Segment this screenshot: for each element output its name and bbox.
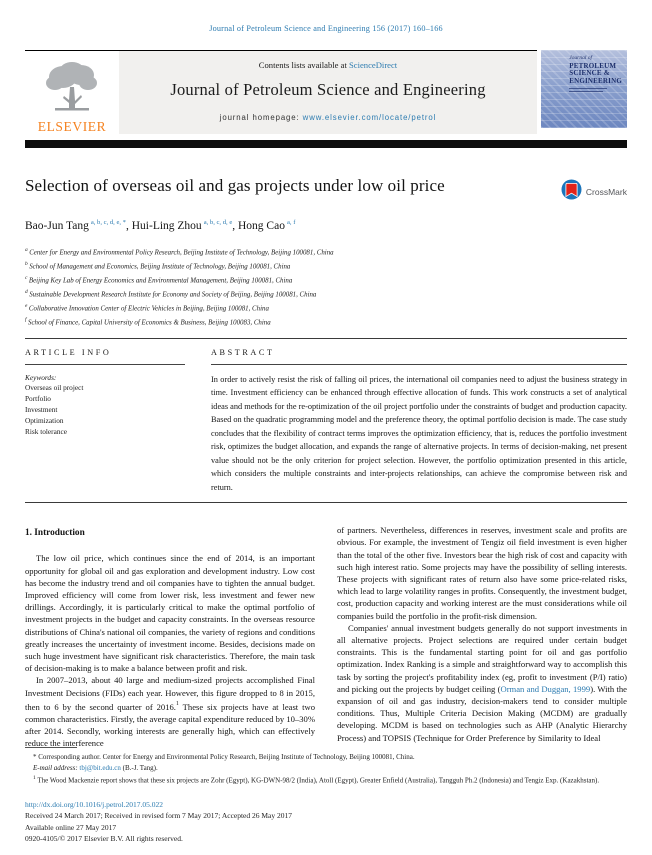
abstract-column [211,348,627,495]
crossmark-badge[interactable] [561,179,627,205]
section-rule [25,338,627,339]
body-paragraph: Companies' annual investment budgets generally do not support investments in all alternative projects. Project selections are required under certain budget constraints. This is the fundamental starting point for oil and gas portfolio optimization. Index Ranking is a simple and straightforward way to accomplish this task by sorting the project's profitability index (eg, profit to investment (P/I) ratio) and picking out the projects by budget ceiling (Orman and Duggan, 1999). With the expansion of oil and gas industry, decision-makers tend to consider multiple conditions. Thus, Multiple Criteria Decision Making (MCDM) are gradually developing. MCDM is based on technologies such as AHP (Analytic Hierarchy Process) and TOPSIS (Technique for Order Preference by Similarity to Ideal [337,622,627,743]
body-paragraph: of partners. Nevertheless, differences in reserves, investment scale and profits are obvious. For example, the investment of Tengiz oil field investment is even higher than the total of the other five. Investors bear the high risk of cost and capacity with such high interest ratio. Some projects may have the possibility of selling interests. These projects with significant rates of return also have some price-related risks, which lead to large volatility ranges in profits. Consequently, the investment budget, cost, production capacity and working interest are the must considerations while oil companies build the portfolio in the profit-risk dimension. [337,525,627,621]
author-affil-sup: a, f [286,218,296,226]
keyword: Portfolio [25,394,51,404]
abstract-heading: ABSTRACT [211,347,275,357]
footnote-1-reference: 1 [175,700,179,707]
masthead-banner [119,51,537,134]
footnote-block [25,747,627,786]
elsevier-logo[interactable] [25,51,119,134]
affiliation: $^b$ School of Management and Economics, Beijing Institute of Technology, Beijing 100081, China [25,261,291,271]
affiliation: $^f$ School of Finance, Capital University of Economics & Business, Beijing 100083, China [25,316,271,327]
doi-link[interactable]: http://dx.doi.org/10.1016/j.petrol.2017.05.022 [25,800,163,809]
masthead-left [25,50,537,134]
received-dates: Received 24 March 2017; Received in revised form 7 May 2017; Accepted 26 May 2017 [25,811,293,821]
imprint-block [25,799,292,845]
author: Hong Cao $^{a, f}$ [238,218,296,233]
info-abstract-section [25,348,627,495]
heading-rule [25,364,185,365]
keyword: Investment [25,405,58,415]
citation-link-orman-duggan-1999[interactable]: Orman and Duggan, 1999 [500,683,591,694]
affiliation: $^d$ Sustainable Development Research Institute for Economy and Society of Beijing, Beijing 100081, China [25,289,317,299]
journal-reference: Journal of Petroleum Science and Engineering 156 (2017) 160–166 [209,24,443,33]
heading-rule [211,364,627,365]
journal-cover-thumbnail[interactable] [541,50,627,128]
affiliation: $^c$ Beijing Key Lab of Energy Economics and Environmental Management, Beijing 100081, China [25,275,293,285]
keyword: Overseas oil project [25,383,84,393]
footnote-rule [25,747,77,748]
email-note: E-mail address: tbj@bit.edu.cn (B.-J. Tang). [33,763,158,772]
homepage-link[interactable]: www.elsevier.com/locate/petrol [302,113,437,122]
crossmark-label: CrossMark [585,186,627,197]
author-affil-sup: a, b, c, d, e, * [90,218,126,226]
elsevier-tree-icon [41,61,103,122]
section-1-heading: 1. Introduction [25,528,85,539]
abstract-text: In order to actively resist the risk of falling oil prices, the international oil companies need to adjust the business strategy in time. Investment efficiency can be enhanced through effective allocation of funds. This work constructs a set of analytical ideas and methods for the re-optimization of the oil project portfolio under the constraints of budget and production capacity. Based on the quadratic programming model and the preference theory, the optimal portfolio decision is made. The case study concludes that the flexibility of contract terms improves the optimization efficiency, that is, reduces the portfolio investment risk, optimizes the budget allocation, and expands the range of alternative projects. In terms of decision-making, net present value should not be the only criterion for project selection. However, the portfolio optimization presented in this article, which considers the multiple constraints and inter-projects relationships, can achieve the compromise between risk and return. [211,374,627,492]
author-affil-sup: a, b, c, d, e [203,218,233,226]
journal-cover-title: Journal of PETROLEUM SCIENCE & ENGINEERING [569,55,622,94]
contents-line [119,60,537,70]
footnote-1: $^1$ The Wood Mackenzie report shows that these six projects are Zohr (Egypt), KG-DWN-98/2 (India), Atoll (Egypt), Greater Enfield (Australia), Tangguh Ph.2 (Indonesia) and Tengiz Exp. (Kazakhstan). [33,775,600,785]
keywords-label: Keywords: [25,372,57,382]
author-list [25,220,627,233]
elsevier-wordmark: ELSEVIER [37,119,107,134]
author: Bao-Jun Tang $^{a, b, c, d, e, *}$, [25,218,132,233]
homepage-prefix: journal homepage: [219,113,303,122]
contents-prefix: Contents lists available at [258,60,349,70]
corresponding-author-note: * Corresponding author. Center for Energy and Environmental Policy Research, Beijing Institute of Technology, Beijing 100081, China. [33,753,415,761]
masthead-journal-title: Journal of Petroleum Science and Engineering [170,80,486,99]
affiliation: $^a$ Center for Energy and Environmental Policy Research, Beijing Institute of Technology, Beijing 100081, China [25,247,334,257]
keyword: Optimization [25,415,64,425]
issn-copyright: 0920-4105/© 2017 Elsevier B.V. All rights reserved. [25,834,183,844]
author: Hui-Ling Zhou $^{a, b, c, d, e}$, [131,218,238,233]
title-row [25,175,627,205]
article-info-column [25,348,185,495]
article-info-heading: ARTICLE INFO [25,347,112,357]
masthead [25,50,627,134]
body-paragraph: In 2007–2013, about 40 large and medium-sized projects accomplished Final Investment Decisions (FIDs) each year. However, this figure dropped to 8 in 2015, then to 6 by the second quarter of 2016.$^1$ These six projects have at least two common characteristics. Firstly, the average capital expenditure reduced by 10–30% after 2014. Secondly, working interests are generally high, which can effectively reduce the interference [25,675,316,749]
masthead-divider-bar [25,140,627,148]
affiliation-list [25,245,627,328]
crossmark-icon [561,179,582,205]
affiliation: $^e$ Collaborative Innovation Center of Electric Vehicles in Beijing, Beijing 100081, China [25,302,269,313]
homepage-line [119,113,537,122]
available-online: Available online 27 May 2017 [25,822,117,832]
keyword: Risk tolerance [25,426,67,436]
cover-decoration [569,88,622,92]
body-paragraph: The low oil price, which continues since the end of 2014, is an important opportunity for global oil and gas exploration and development industry. Low cost has become the industry trend and oil companies have to tighten the annual budget. Improved efficiency will come from lower risk, less investment and fewer new drillings. Accordingly, it is particularly critical to make the optimal portfolio of investment projects in the budget and capacity constraints. In the overseas resource distributions of China's national oil companies, the variety of regions and conditions greatly increases the uncertainty of investment income. Besides, decisions made on such huge investment have significant risk characteristics. Therefore, the main task of decision-making is to make a balance between profit and risk. [25,553,315,674]
article-title: Selection of overseas oil and gas projects under low oil price [25,175,445,195]
email-link[interactable]: tbj@bit.edu.cn [77,763,121,772]
sciencedirect-link[interactable]: ScienceDirect [349,60,398,70]
section-rule [25,502,627,503]
